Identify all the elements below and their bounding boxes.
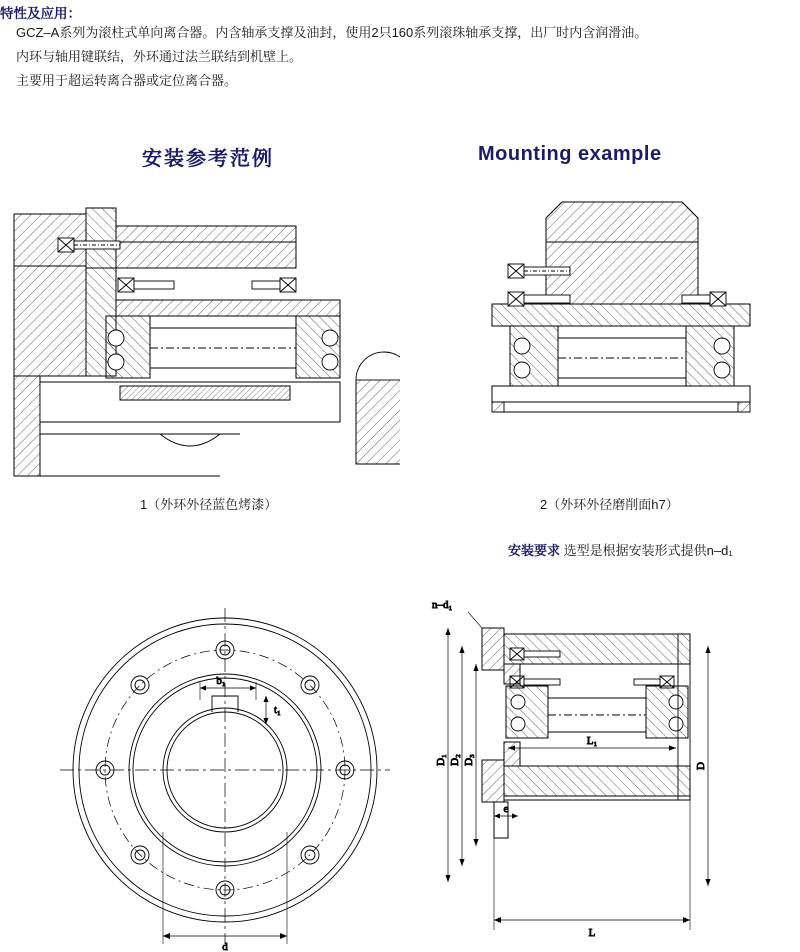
svg-text:d: d	[222, 941, 228, 952]
figure-1-caption: 1（外环外径蓝色烤漆）	[140, 497, 278, 512]
paragraph-line-3: 主要用于超运转离合器或定位离合器。	[16, 73, 238, 88]
section-heading: 特性及应用：	[0, 6, 81, 21]
installation-requirement-label: 安装要求	[508, 543, 561, 558]
figure-2-mounting-drawing	[432, 186, 772, 486]
svg-text:n–d₁: n–d₁	[432, 599, 453, 611]
title-chinese: 安装参考范例	[142, 148, 274, 170]
svg-text:D: D	[695, 762, 707, 770]
sectional-view-drawing	[410, 590, 790, 952]
svg-text:t₁: t₁	[274, 704, 281, 716]
paragraph-line-2: 内环与轴用键联结，外环通过法兰联结到机壁上。	[16, 49, 303, 64]
svg-text:L₁: L₁	[586, 735, 598, 747]
installation-requirement	[508, 540, 733, 559]
figure-2-caption: 2（外环外径磨削面h7）	[540, 497, 679, 512]
svg-text:D₁: D₁	[435, 754, 447, 766]
paragraph-line-1: GCZ–A系列为滚柱式单向离合器。内含轴承支撑及油封，使用2只160系列滚珠轴承支撑，出厂时内含润滑油。	[16, 25, 648, 40]
svg-text:e: e	[503, 803, 509, 815]
svg-text:b₁: b₁	[216, 675, 226, 687]
installation-requirement-text: 选型是根据安装形式提供n–d₁	[563, 543, 733, 558]
front-view-drawing	[60, 600, 390, 952]
svg-text:D₂: D₂	[449, 754, 461, 766]
svg-text:D₃: D₃	[463, 754, 475, 766]
figure-1-mounting-drawing	[0, 186, 400, 486]
svg-text:L: L	[588, 927, 596, 939]
title-english: Mounting example	[478, 143, 662, 165]
